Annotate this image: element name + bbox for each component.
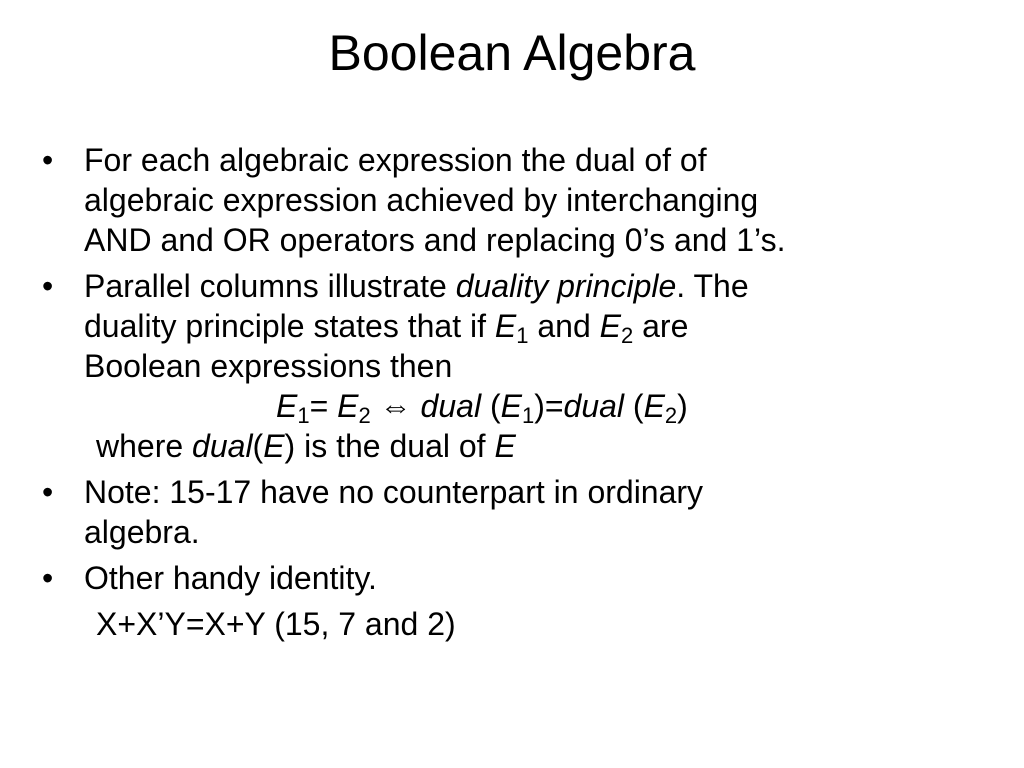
- text-line: algebra.: [84, 514, 200, 550]
- duality-formula: $E_1= E_2$ ⇔ dual $(E_1)=dual$ $(E_2)$: [276, 388, 688, 428]
- slide-title: Boolean Algebra: [328, 25, 696, 81]
- bullet-item-handy-identity: [0, 558, 1024, 598]
- bullet-item-dual-definition: [0, 140, 1024, 260]
- slide-content: [0, 140, 1024, 644]
- bullet-text: [84, 140, 984, 260]
- text-line: Other handy identity.: [84, 560, 377, 596]
- text-line: Parallel columns illustrate duality principle. The: [84, 268, 749, 304]
- iff-symbol: ⇔: [370, 388, 421, 424]
- bullet-text: [84, 558, 984, 598]
- italic-term: duality principle: [455, 268, 677, 304]
- bullet-icon: •: [42, 268, 54, 304]
- text-line: AND and OR operators and replacing 0’s and 1’s.: [84, 222, 786, 258]
- bullet-icon: •: [42, 142, 54, 178]
- identity-formula: X+X’Y=X+Y (15, 7 and 2): [96, 606, 456, 642]
- text-line: algebraic expression achieved by interchanging: [84, 182, 759, 218]
- where-clause: where dual(E) is the dual of E: [96, 428, 516, 464]
- bullet-text: [84, 266, 984, 466]
- bullet-icon: •: [42, 560, 54, 596]
- text-line: Boolean expressions then: [84, 348, 453, 384]
- bullet-text: [84, 472, 984, 552]
- bullet-icon: •: [42, 474, 54, 510]
- bullet-item-duality-principle: [0, 266, 1024, 466]
- text-line: Note: 15-17 have no counterpart in ordinary: [84, 474, 704, 510]
- text-line: For each algebraic expression the dual of of: [84, 142, 707, 178]
- bullet-item-note: [0, 472, 1024, 552]
- text-line: duality principle states that if $E_1$ and $E_2$ are: [84, 308, 689, 348]
